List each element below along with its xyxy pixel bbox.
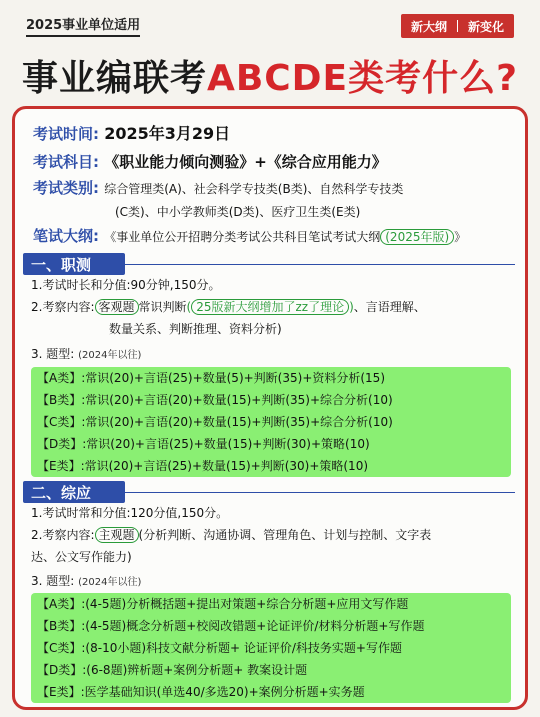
exam-outline-year: (2025年版): [380, 229, 454, 245]
exam-outline-row: [33, 225, 466, 248]
section-comprehensive-divider: [125, 492, 515, 493]
exam-time-value: 2025年3月29日: [104, 124, 231, 143]
exam-subject-row: [33, 151, 387, 172]
sec2-line3: 达、公文写作能力): [31, 550, 132, 564]
sec2-line1: 1.考试时常和分值:120分值,150分。: [31, 506, 229, 520]
sec1-type-row: 【B类】:常识(20)+言语(20)+数量(15)+判断(35)+综合分析(10): [37, 393, 393, 407]
exam-outline-label: 笔试大纲:: [33, 227, 99, 245]
exam-category-line2: (C类)、中小学教师类(D类)、医疗卫生类(E类): [115, 205, 361, 219]
sec2-types-table: [31, 593, 511, 703]
exam-subject-value: 《职业能力倾向测验》+《综合应用能力》: [104, 153, 387, 171]
sec2-type-row: 【B类】:(4-5题)概念分析题+校阅改错题+论证评价/材料分析题+写作题: [37, 619, 425, 633]
sec2-type-row: 【C类】:(8-10小题)科技文献分析题+ 论证评价/科技务实题+写作题: [37, 641, 402, 655]
top-bar: [0, 0, 540, 40]
page-title: [0, 50, 540, 101]
exam-outline-end: 》: [454, 230, 467, 244]
exam-time-label: 考试时间:: [33, 125, 99, 143]
exam-category-row: [33, 177, 403, 200]
sec1-type-row: 【D类】:常识(20)+言语(25)+数量(15)+判断(30)+策略(10): [37, 437, 370, 451]
new-change-tag: 新变化: [467, 19, 504, 34]
sec1-line2: 2.考察内容: 客观题 常识判断( 25版新大纲增加了zz了理论 )、言语理解、: [31, 300, 426, 314]
sec1-types-table: [31, 367, 511, 477]
tag-divider: [457, 20, 458, 32]
section-comprehensive-title: 二、综应: [23, 481, 125, 503]
sec2-type-row: 【D类】:(6-8题)辨析题+案例分析题+ 教案设计题: [37, 663, 308, 677]
sec2-types-label: 3. 题型: (2024年以往): [31, 574, 142, 588]
subjective-circled: 主观题: [95, 527, 139, 543]
exam-outline-value: 《事业单位公开招聘分类考试公共科目笔试考试大纲: [104, 230, 381, 244]
applicable-year-tag: 2025事业单位适用: [26, 14, 140, 37]
title-part1: 事业编联考: [21, 58, 207, 99]
sec1-line3: 数量关系、判断推理、资料分析): [109, 322, 282, 336]
sec2-type-row: 【E类】:医学基础知识(单选40/多选20)+案例分析题+实务题: [37, 685, 365, 699]
exam-category-line1: 综合管理类(A)、社会科学专技类(B类)、自然科学专技类: [104, 182, 404, 196]
new-outline-tag: 新大纲: [410, 19, 447, 34]
sec1-type-row: 【C类】:常识(20)+言语(20)+数量(15)+判断(35)+综合分析(10): [37, 415, 393, 429]
sec2-line2: 2.考察内容: 主观题 (分析判断、沟通协调、管理角色、计划与控制、文字表: [31, 528, 432, 542]
sec1-line1: 1.考试时长和分值:90分钟,150分。: [31, 278, 221, 292]
exam-subject-label: 考试科目:: [33, 153, 99, 171]
objective-circled: 客观题: [95, 299, 139, 315]
section-aptitude-title: 一、职测: [23, 253, 125, 275]
new-tags: [401, 14, 514, 38]
title-part2: ABCDE类考什么?: [206, 58, 519, 99]
sec2-type-row: 【A类】:(4-5题)分析概括题+提出对策题+综合分析题+应用文写作题: [37, 597, 409, 611]
exam-category-label: 考试类别:: [33, 179, 99, 197]
sec1-types-label: 3. 题型: (2024年以往): [31, 347, 142, 361]
sec1-type-row: 【E类】:常识(20)+言语(25)+数量(15)+判断(30)+策略(10): [37, 459, 369, 473]
sec1-type-row: 【A类】:常识(20)+言语(25)+数量(5)+判断(35)+资料分析(15): [37, 371, 386, 385]
new-outline-note: ( 25版新大纲增加了zz了理论 ): [186, 300, 354, 314]
content-card: [12, 106, 528, 710]
exam-time-row: [33, 121, 230, 144]
section-aptitude-divider: [125, 264, 515, 265]
